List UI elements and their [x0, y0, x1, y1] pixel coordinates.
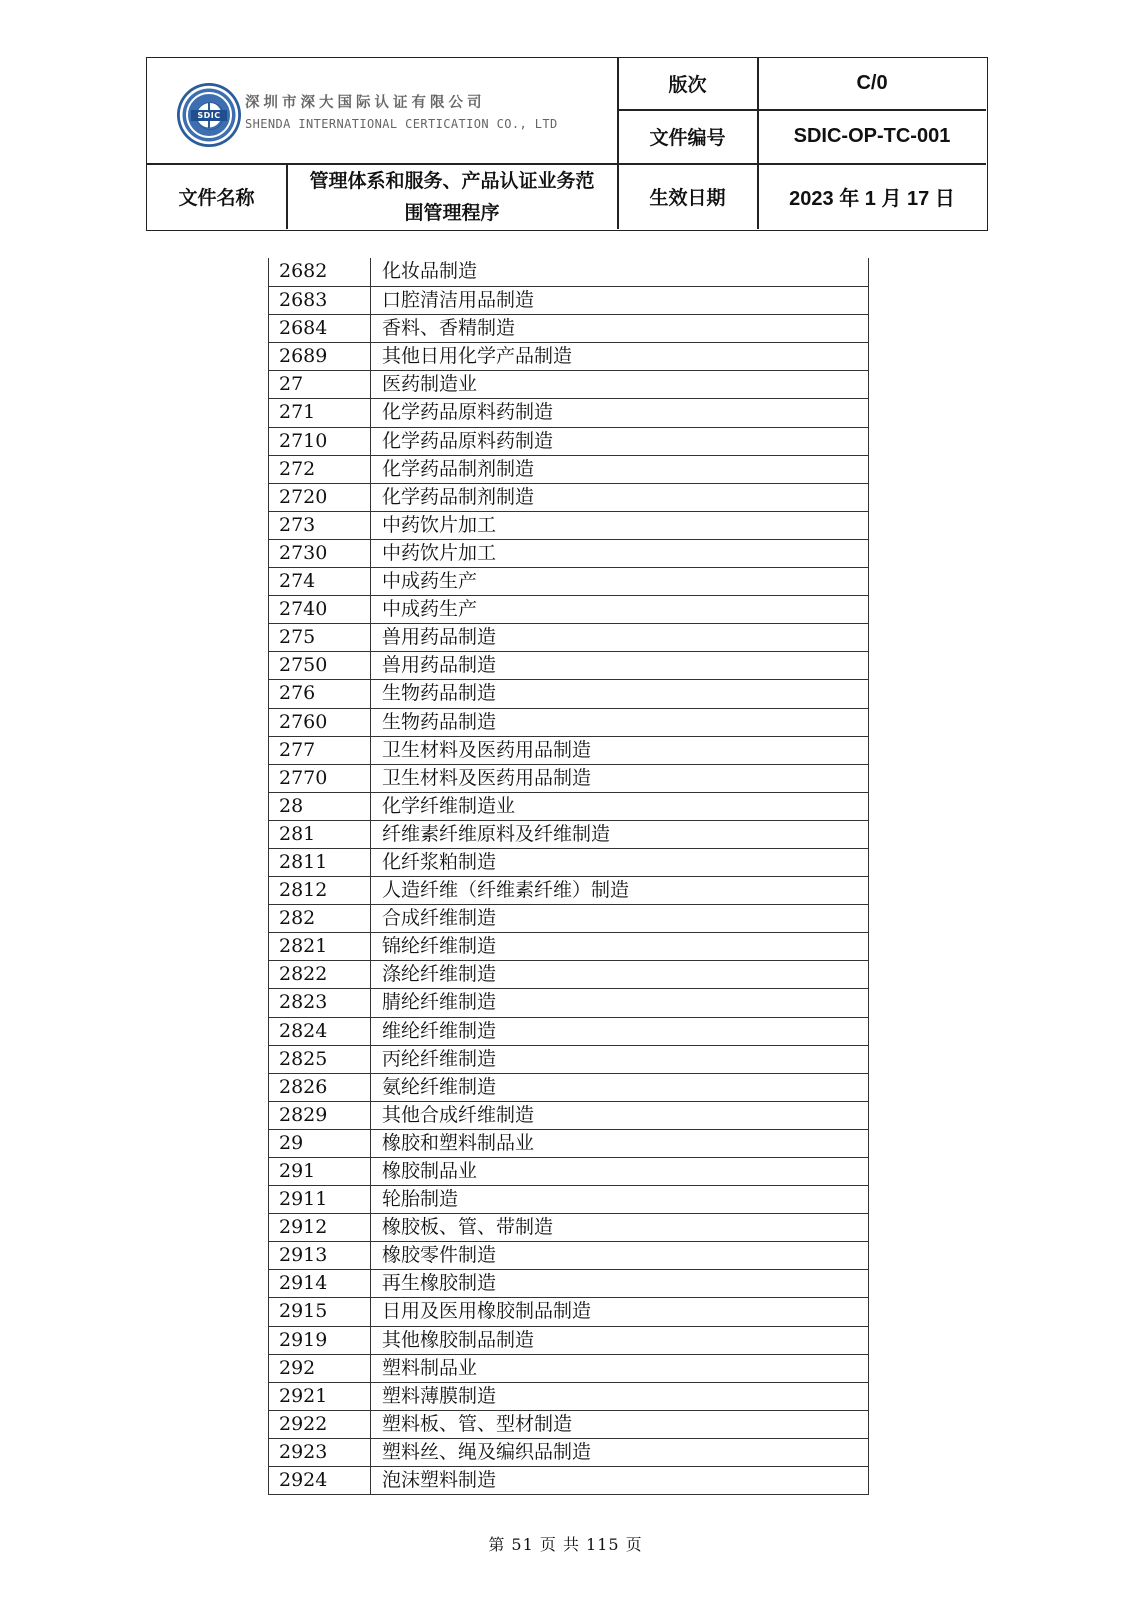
industry-name-cell: 纤维素纤维原料及纤维制造 — [382, 822, 611, 845]
table-row — [269, 314, 868, 342]
industry-name-cell: 中成药生产 — [382, 598, 478, 621]
table-row — [269, 848, 868, 876]
industry-code-cell: 2913 — [269, 1242, 371, 1269]
table-row — [269, 932, 868, 960]
table-row — [269, 511, 868, 539]
effective-date-label: 生效日期 — [649, 187, 726, 209]
table-row — [269, 876, 868, 904]
table-row — [269, 1297, 868, 1325]
industry-name-cell: 橡胶零件制造 — [382, 1244, 497, 1267]
industry-code-cell: 282 — [269, 905, 371, 932]
industry-name-cell: 塑料薄膜制造 — [382, 1384, 497, 1407]
industry-code-cell: 2921 — [269, 1383, 371, 1410]
edition-value: C/0 — [856, 72, 888, 94]
table-row — [269, 370, 868, 398]
industry-name-cell: 橡胶和塑料制品业 — [382, 1131, 535, 1154]
doc-number-value: SDIC-OP-TC-001 — [793, 125, 951, 147]
industry-name-cell: 中药饮片加工 — [382, 513, 497, 536]
effective-date-value: 2023 年 1 月 17 日 — [789, 188, 955, 210]
table-row — [269, 595, 868, 623]
industry-name-cell: 化妆品制造 — [382, 260, 478, 282]
industry-name-cell: 丙纶纤维制造 — [382, 1047, 497, 1070]
doc-number-label: 文件编号 — [649, 127, 726, 149]
industry-code-cell: 281 — [269, 821, 371, 848]
industry-code-cell: 2915 — [269, 1298, 371, 1325]
industry-name-cell: 维纶纤维制造 — [382, 1019, 497, 1042]
industry-name-cell: 橡胶板、管、带制造 — [382, 1216, 554, 1239]
table-row — [269, 1129, 868, 1157]
industry-name-cell: 医药制造业 — [382, 373, 478, 396]
document-header — [146, 57, 988, 231]
edition-label: 版次 — [668, 74, 707, 96]
table-row — [269, 1410, 868, 1438]
table-row — [269, 651, 868, 679]
industry-name-cell: 化纤浆粕制造 — [382, 850, 497, 873]
industry-name-cell: 卫生材料及医药用品制造 — [382, 766, 592, 789]
industry-code-cell: 276 — [269, 680, 371, 707]
industry-code-cell: 2914 — [269, 1270, 371, 1297]
industry-code-cell: 2750 — [269, 652, 371, 679]
industry-code-cell: 2911 — [269, 1186, 371, 1213]
table-row — [269, 342, 868, 370]
industry-code-cell: 277 — [269, 737, 371, 764]
doc-name-line: 围管理程序 — [404, 201, 500, 224]
industry-code-cell: 291 — [269, 1158, 371, 1185]
industry-code-cell: 2821 — [269, 933, 371, 960]
industry-name-cell: 香料、香精制造 — [382, 317, 516, 340]
industry-code-cell: 2720 — [269, 484, 371, 511]
table-row — [269, 736, 868, 764]
industry-name-cell: 锦纶纤维制造 — [382, 935, 497, 958]
table-row — [269, 1466, 868, 1494]
industry-name-cell: 泡沫塑料制造 — [382, 1469, 497, 1492]
table-row — [269, 1017, 868, 1045]
industry-name-cell: 兽用药品制造 — [382, 626, 497, 649]
doc-name-label: 文件名称 — [178, 187, 255, 209]
industry-code-cell: 2760 — [269, 709, 371, 736]
industry-code-cell: 2683 — [269, 287, 371, 314]
table-row — [269, 455, 868, 483]
industry-name-cell: 其他橡胶制品制造 — [382, 1328, 535, 1351]
industry-code-cell: 271 — [269, 399, 371, 426]
industry-code-cell: 2923 — [269, 1439, 371, 1466]
table-row — [269, 792, 868, 820]
table-row — [269, 539, 868, 567]
industry-name-cell: 腈纶纤维制造 — [382, 991, 497, 1014]
industry-code-cell: 2826 — [269, 1074, 371, 1101]
industry-code-cell: 2811 — [269, 849, 371, 876]
industry-name-cell: 再生橡胶制造 — [382, 1272, 497, 1295]
industry-code-cell: 2829 — [269, 1102, 371, 1129]
industry-code-cell: 2689 — [269, 343, 371, 370]
industry-code-cell: 29 — [269, 1130, 371, 1157]
industry-name-cell: 氨纶纤维制造 — [382, 1075, 497, 1098]
table-row — [269, 1185, 868, 1213]
industry-code-cell: 2824 — [269, 1018, 371, 1045]
table-row — [269, 427, 868, 455]
industry-code-cell: 272 — [269, 456, 371, 483]
industry-name-cell: 卫生材料及医药用品制造 — [382, 738, 592, 761]
table-row — [269, 820, 868, 848]
industry-code-cell: 2730 — [269, 540, 371, 567]
doc-name-line: 管理体系和服务、产品认证业务范 — [309, 169, 595, 192]
table-row — [269, 1438, 868, 1466]
industry-code-cell: 2822 — [269, 961, 371, 988]
industry-code-cell: 2812 — [269, 877, 371, 904]
industry-name-cell: 轮胎制造 — [382, 1188, 459, 1211]
table-row — [269, 286, 868, 314]
doc-name-value — [287, 164, 617, 229]
globe-seal-icon — [177, 83, 241, 147]
company-name-cn: 深圳市深大国际认证有限公司 — [245, 95, 486, 111]
table-row — [269, 764, 868, 792]
industry-name-cell: 中成药生产 — [382, 570, 478, 593]
table-row — [269, 1269, 868, 1297]
table-row — [269, 1213, 868, 1241]
table-row — [269, 679, 868, 707]
industry-code-table — [268, 258, 869, 1495]
industry-name-cell: 合成纤维制造 — [382, 907, 497, 930]
logo-wordmark: SDIC — [191, 110, 227, 121]
industry-name-cell: 其他日用化学产品制造 — [382, 345, 573, 368]
industry-name-cell: 塑料丝、绳及编织品制造 — [382, 1440, 592, 1463]
industry-code-cell: 2912 — [269, 1214, 371, 1241]
table-row — [269, 1045, 868, 1073]
industry-name-cell: 塑料板、管、型材制造 — [382, 1412, 573, 1435]
table-row — [269, 1326, 868, 1354]
industry-name-cell: 中药饮片加工 — [382, 541, 497, 564]
industry-name-cell: 塑料制品业 — [382, 1356, 478, 1379]
industry-code-cell: 2825 — [269, 1046, 371, 1073]
industry-code-cell: 27 — [269, 371, 371, 398]
table-row — [269, 708, 868, 736]
industry-code-cell: 2710 — [269, 428, 371, 455]
industry-code-cell: 2684 — [269, 315, 371, 342]
table-row — [269, 988, 868, 1016]
industry-code-cell: 2740 — [269, 596, 371, 623]
industry-name-cell: 日用及医用橡胶制品制造 — [382, 1300, 592, 1323]
industry-name-cell: 兽用药品制造 — [382, 654, 497, 677]
table-row — [269, 483, 868, 511]
company-name-en: SHENDA INTERNATIONAL CERTICATION CO., LTD — [245, 117, 558, 131]
industry-name-cell: 化学药品制剂制造 — [382, 485, 535, 508]
industry-code-cell: 28 — [269, 793, 371, 820]
industry-name-cell: 橡胶制品业 — [382, 1160, 478, 1182]
industry-code-cell: 2919 — [269, 1327, 371, 1354]
industry-name-cell: 化学药品制剂制造 — [382, 457, 535, 480]
table-row — [269, 960, 868, 988]
industry-code-cell: 273 — [269, 512, 371, 539]
table-row — [269, 1382, 868, 1410]
table-row — [269, 258, 868, 286]
table-row — [269, 1241, 868, 1269]
industry-code-cell: 2924 — [269, 1467, 371, 1494]
table-row — [269, 1354, 868, 1382]
table-row — [269, 904, 868, 932]
table-row — [269, 567, 868, 595]
table-row — [269, 623, 868, 651]
industry-name-cell: 口腔清洁用品制造 — [382, 289, 535, 312]
industry-name-cell: 生物药品制造 — [382, 710, 497, 733]
industry-name-cell: 涤纶纤维制造 — [382, 963, 497, 986]
table-row — [269, 1157, 868, 1185]
industry-name-cell: 化学药品原料药制造 — [382, 429, 554, 452]
industry-code-cell: 2682 — [269, 258, 371, 286]
industry-name-cell: 化学药品原料药制造 — [382, 401, 554, 424]
industry-code-cell: 2770 — [269, 765, 371, 792]
industry-code-cell: 275 — [269, 624, 371, 651]
table-row — [269, 1073, 868, 1101]
industry-name-cell: 生物药品制造 — [382, 682, 497, 705]
company-logo-area — [147, 58, 617, 163]
table-row — [269, 1101, 868, 1129]
industry-code-cell: 2823 — [269, 989, 371, 1016]
page-number: 第 51 页 共 115 页 — [488, 1535, 643, 1554]
industry-code-cell: 274 — [269, 568, 371, 595]
industry-name-cell: 其他合成纤维制造 — [382, 1103, 535, 1126]
industry-name-cell: 化学纤维制造业 — [382, 794, 516, 817]
industry-code-cell: 292 — [269, 1355, 371, 1382]
table-row — [269, 398, 868, 426]
industry-code-cell: 2922 — [269, 1411, 371, 1438]
industry-name-cell: 人造纤维（纤维素纤维）制造 — [382, 879, 630, 902]
